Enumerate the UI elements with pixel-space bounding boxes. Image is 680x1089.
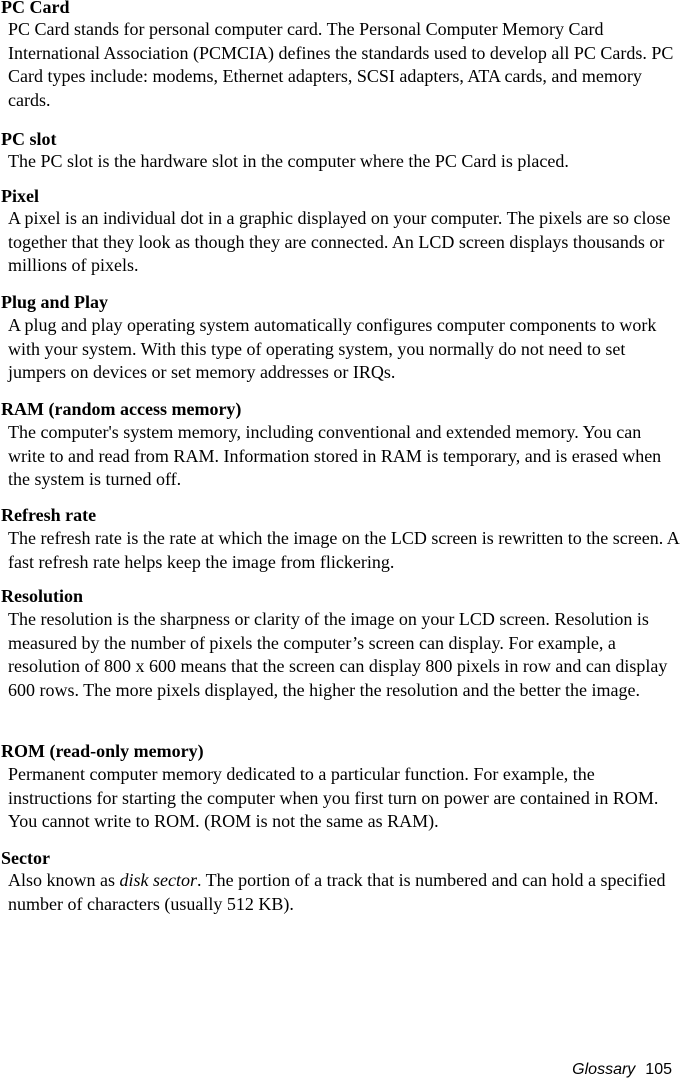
glossary-definition: PC Card stands for personal computer card. The Personal Computer Memory Card International Association (PCMCIA) defines the standards used to develop all PC Cards. PC Card types include: modems, Ethernet adapters, SCSI adapters, ATA cards, and memory cards. [8,19,674,110]
definition-text: Also known as [8,870,120,890]
glossary-term: Plug and Play [1,292,109,312]
glossary-term: PC Card [1,0,70,17]
glossary-term: ROM (read-only memory) [1,741,204,761]
glossary-term: Resolution [1,586,84,606]
glossary-definition: A pixel is an individual dot in a graphic displayed on your computer. The pixels are so close together that they look as though they are connected. An LCD screen displays thousands or millions of pixels. [8,208,671,275]
definition-emphasis: disk sector [119,870,197,890]
definition-text: . The portion of a track that is numbered and can hold a specified number of characters (usually 512 KB). [8,870,666,914]
glossary-term: RAM (random access memory) [1,399,242,419]
glossary-definition: The computer's system memory, including conventional and extended memory. You can write to and read from RAM. Information stored in RAM is temporary, and is erased when the system is turned off. [8,422,662,489]
glossary-term: PC slot [1,129,57,149]
glossary-definition: Permanent computer memory dedicated to a particular function. For example, the instructions for starting the computer when you first turn on power are contained in ROM. You cannot write to ROM. (ROM is not the same as RAM). [8,764,659,831]
glossary-term: Refresh rate [1,505,97,525]
footer-section-label: Glossary [572,1061,636,1078]
page-number: 105 [645,1061,672,1078]
glossary-term: Sector [1,848,50,868]
glossary-definition: The refresh rate is the rate at which the image on the LCD screen is rewritten to the screen. A fast refresh rate helps keep the image from flickering. [8,528,679,572]
glossary-term: Pixel [1,186,39,206]
page-footer [572,1060,672,1080]
glossary-definition: The resolution is the sharpness or clarity of the image on your LCD screen. Resolution is measured by the number of pixels the computer’s screen can display. For example, a resolution of 800 x 600 means that the screen can display 800 pixels in row and can display 600 rows. The more pixels displayed, the higher the resolution and the better the image. [8,609,668,700]
glossary-definition [0,869,680,916]
glossary-definition: The PC slot is the hardware slot in the computer where the PC Card is placed. [8,151,569,171]
glossary-definition: A plug and play operating system automatically configures computer components to work with your system. With this type of operating system, you normally do not need to set jumpers on devices or set memory addresses or IRQs. [8,315,657,382]
